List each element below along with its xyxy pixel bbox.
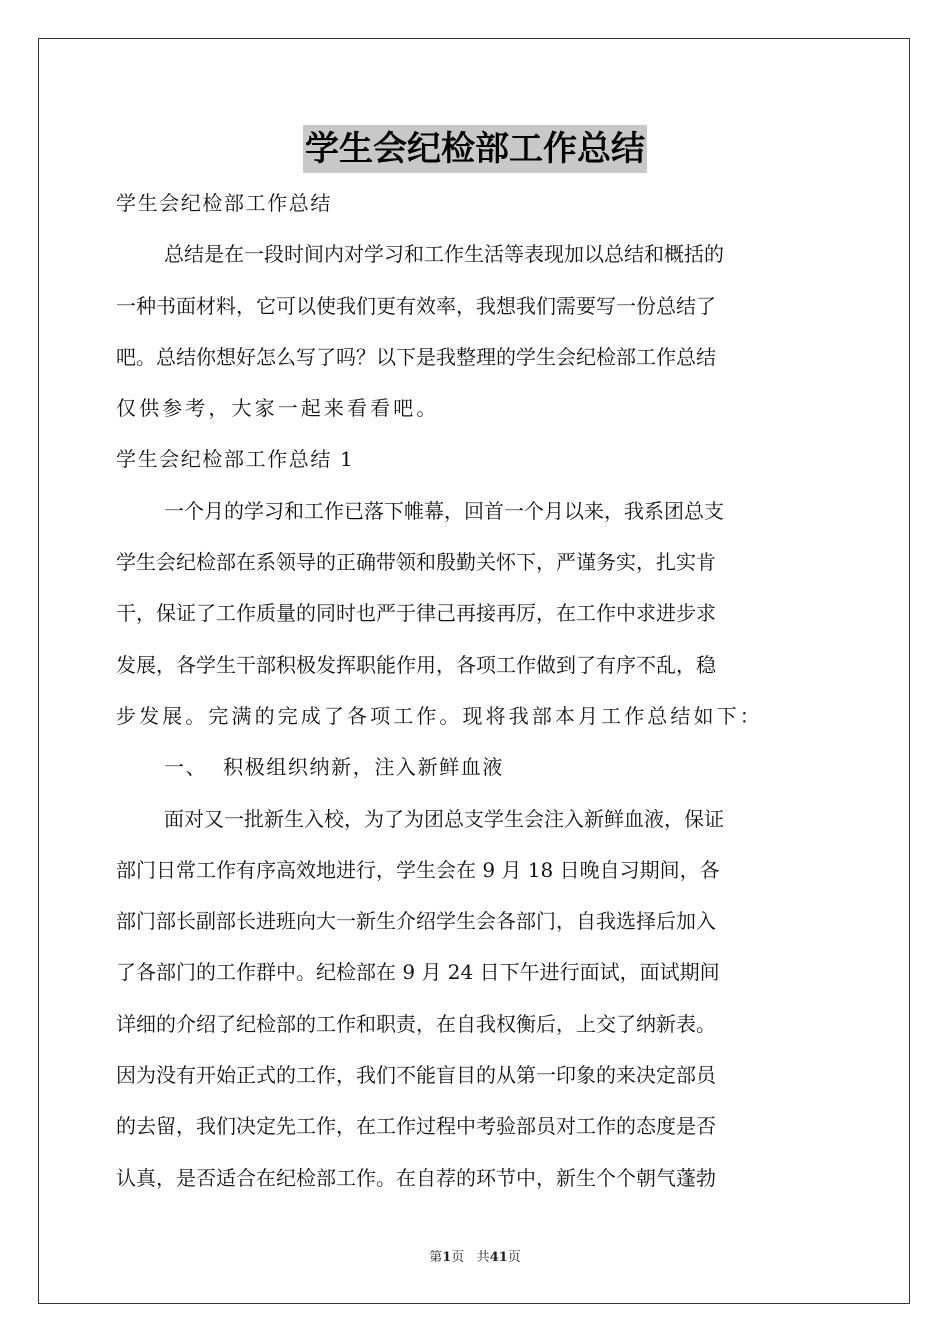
section-line: 一个月的学习和工作已落下帷幕，回首一个月以来，我系团总支	[164, 498, 724, 523]
section-line: 步发展。完满的完成了各项工作。现将我部本月工作总结如下：	[116, 703, 763, 728]
document-title: 学生会纪检部工作总结	[0, 122, 950, 176]
intro-line: 总结是在一段时间内对学习和工作生活等表现加以总结和概括的	[164, 242, 724, 267]
footer-total-suffix: 页	[507, 1250, 521, 1265]
point-line: 因为没有开始正式的工作，我们不能盲目的从第一印象的来决定部员	[116, 1063, 716, 1088]
point-line: 部门部长副部长进班向大一新生介绍学生会各部门，自我选择后加入	[116, 909, 716, 934]
point-line: 面对又一批新生入校，为了为团总支学生会注入新鲜血液，保证	[164, 806, 724, 831]
point-heading: 一、 积极组织纳新，注入新鲜血液	[164, 755, 504, 780]
current-page-number: 1	[442, 1250, 452, 1265]
document-body	[116, 178, 834, 1204]
point-line: 认真，是否适合在纪检部工作。在自荐的环节中，新生个个朝气蓬勃	[116, 1165, 716, 1190]
document-subtitle: 学生会纪检部工作总结	[116, 191, 332, 215]
point-line: 的去留，我们决定先工作，在工作过程中考验部员对工作的态度是否	[116, 1114, 716, 1139]
intro-line: 吧。总结你想好怎么写了吗？以下是我整理的学生会纪检部工作总结	[116, 344, 716, 369]
section-heading: 学生会纪检部工作总结 1	[116, 447, 355, 472]
footer-page-word: 页	[451, 1250, 465, 1265]
page-footer	[0, 1246, 950, 1265]
section-line: 发展，各学生干部积极发挥职能作用，各项工作做到了有序不乱，稳	[116, 652, 716, 677]
point-line: 了各部门的工作群中。纪检部在 9 月 24 日下午进行面试，面试期间	[116, 960, 720, 985]
intro-line: 一种书面材料，它可以使我们更有效率，我想我们需要写一份总结了	[116, 293, 716, 318]
intro-line: 仅供参考，大家一起来看看吧。	[116, 396, 440, 421]
point-line: 详细的介绍了纪检部的工作和职责，在自我权衡后，上交了纳新表。	[116, 1011, 716, 1036]
footer-total-prefix: 共	[476, 1250, 490, 1265]
footer-prefix: 第	[429, 1250, 443, 1265]
section-line: 学生会纪检部在系领导的正确带领和殷勤关怀下，严谨务实，扎实肯	[116, 550, 716, 575]
point-line: 部门日常工作有序高效地进行，学生会在 9 月 18 日晚自习期间，各	[116, 857, 720, 882]
total-pages-number: 41	[489, 1250, 508, 1265]
section-line: 干，保证了工作质量的同时也严于律己再接再厉，在工作中求进步求	[116, 601, 716, 626]
